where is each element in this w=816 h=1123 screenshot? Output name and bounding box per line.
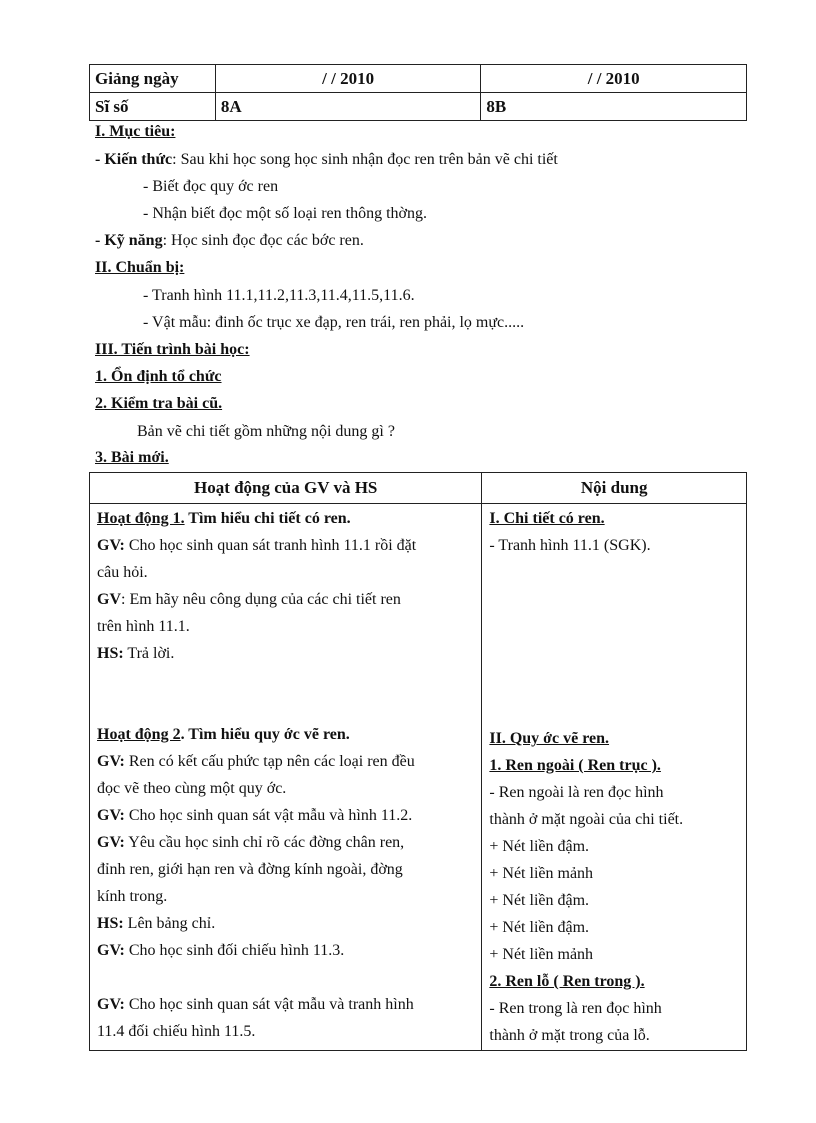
knowledge-line [95, 150, 558, 170]
hs-label: HS: [97, 645, 124, 662]
gv-text: Ren có kết cấu phức tạp nên các loại ren đều [124, 753, 415, 770]
hs-2-line [97, 910, 473, 937]
hs-text: Lên bảng chỉ. [123, 915, 216, 932]
gv-text: Cho học sinh quan sát tranh hình 11.1 rồi đặt [124, 537, 417, 554]
skill-text: : Học sinh đọc đọc các bớc ren. [162, 232, 364, 249]
schedule-table [89, 64, 747, 121]
step-1: 1. Ổn định tổ chức [95, 368, 222, 385]
skill-label: - Kỹ năng [95, 232, 163, 249]
gv-label: GV: [97, 753, 125, 770]
content-heading-2: II. Quy ớc vẽ ren. [489, 730, 610, 747]
gv-1-line-1 [97, 532, 473, 559]
lesson-table [89, 472, 747, 1051]
hs-label: HS: [97, 915, 124, 932]
gv-label: GV: [97, 996, 125, 1013]
content-cell [482, 504, 747, 1051]
content-bullet-4: + Nét liền đậm. [489, 919, 590, 936]
gv-1-line-2: câu hỏi. [97, 564, 148, 581]
class-8a: 8A [215, 93, 481, 121]
content-bullet-3: + Nét liền đậm. [489, 892, 590, 909]
content-text-2b: thành ở mặt ngoài của chi tiết. [489, 811, 684, 828]
preparation-heading: II. Chuẩn bị: [95, 259, 185, 276]
skill-line [95, 231, 364, 251]
content-header: Nội dung [482, 473, 747, 504]
objectives-heading: I. Mục tiêu: [95, 123, 176, 140]
class-size-row [90, 93, 747, 121]
gv-text: Cho học sinh quan sát vật mẫu và hình 11.2. [124, 807, 413, 824]
prep-item-1: - Tranh hình 11.1,11.2,11.3,11.4,11.5,11.6. [143, 287, 415, 304]
knowledge-sub-2: - Nhận biết đọc một số loại ren thông thờng. [143, 205, 427, 222]
gv-text: Yêu cầu học sinh chỉ rõ các đờng chân ren, [124, 834, 405, 851]
content-text-3b: thành ở mặt trong của lỗ. [489, 1027, 650, 1044]
content-subheading-1: 1. Ren ngoài ( Ren trục ). [489, 757, 661, 774]
gv-4-line [97, 802, 473, 829]
activity-2-label: Hoạt động 2 [97, 726, 181, 743]
lesson-table-header [90, 473, 747, 504]
gv-label: GV [97, 591, 121, 608]
gv-7-line-1 [97, 991, 473, 1018]
gv-7-line-2: 11.4 đối chiếu hình 11.5. [97, 1023, 256, 1040]
knowledge-label: - Kiến thức [95, 151, 173, 168]
teaching-date-row [90, 65, 747, 93]
activity-1-title [97, 505, 473, 532]
date-8a: / / 2010 [215, 65, 481, 93]
gv-6-line [97, 937, 473, 964]
gv-label: GV: [97, 942, 125, 959]
content-subheading-2: 2. Ren lỗ ( Ren trong ). [489, 973, 645, 990]
activity-1-label: Hoạt động 1. [97, 510, 185, 527]
step-3: 3. Bài mới. [95, 449, 169, 466]
class-size-label: Sĩ số [90, 93, 216, 121]
gv-5-line-1 [97, 829, 473, 856]
step-2: 2. Kiểm tra bài cũ. [95, 395, 223, 412]
gv-2-line-2: trên hình 11.1. [97, 618, 190, 635]
content-bullet-2: + Nét liền mảnh [489, 865, 594, 882]
gv-label: GV: [97, 537, 125, 554]
gv-text: : Em hãy nêu công dụng của các chi tiết ren [121, 591, 401, 608]
content-text-2a: - Ren ngoài là ren đọc hình [489, 784, 664, 801]
activities-cell [90, 504, 482, 1051]
gv-text: Cho học sinh đối chiếu hình 11.3. [124, 942, 345, 959]
hs-1-line [97, 640, 473, 667]
teaching-date-label: Giảng ngày [90, 65, 216, 93]
gv-label: GV: [97, 834, 125, 851]
gv-label: GV: [97, 807, 125, 824]
process-heading: III. Tiến trình bài học: [95, 341, 250, 358]
class-8b: 8B [481, 93, 747, 121]
review-question: Bản vẽ chi tiết gồm những nội dung gì ? [137, 423, 395, 440]
content-text-3a: - Ren trong là ren đọc hình [489, 1000, 662, 1017]
gv-text: Cho học sinh quan sát vật mẫu và tranh hình [124, 996, 414, 1013]
content-heading-1: I. Chi tiết có ren. [489, 510, 605, 527]
gv-5-line-2: đỉnh ren, giới hạn ren và đờng kính ngoài, đờng [97, 861, 403, 878]
knowledge-sub-1: - Biết đọc quy ớc ren [143, 178, 279, 195]
gv-3-line-1 [97, 748, 473, 775]
gv-5-line-3: kính trong. [97, 888, 168, 905]
activities-header: Hoạt động của GV và HS [90, 473, 482, 504]
date-8b: / / 2010 [481, 65, 747, 93]
prep-item-2: - Vật mẫu: đinh ốc trục xe đạp, ren trái, ren phải, lọ mực..... [143, 314, 525, 331]
gv-2-line-1 [97, 586, 473, 613]
hs-text: Trả lời. [123, 645, 175, 662]
content-text-1: - Tranh hình 11.1 (SGK). [489, 537, 651, 554]
content-bullet-1: + Nét liền đậm. [489, 838, 590, 855]
activity-1-desc: Tìm hiểu chi tiết có ren. [184, 510, 351, 527]
activity-2-desc: . Tìm hiểu quy ớc vẽ ren. [180, 726, 350, 743]
activity-2-title [97, 721, 473, 748]
knowledge-text: : Sau khi học song học sinh nhận đọc ren trên bản vẽ chi tiết [172, 151, 558, 168]
content-bullet-5: + Nét liền mảnh [489, 946, 594, 963]
gv-3-line-2: đọc vẽ theo cùng một quy ớc. [97, 780, 287, 797]
lesson-table-body [90, 504, 747, 1051]
